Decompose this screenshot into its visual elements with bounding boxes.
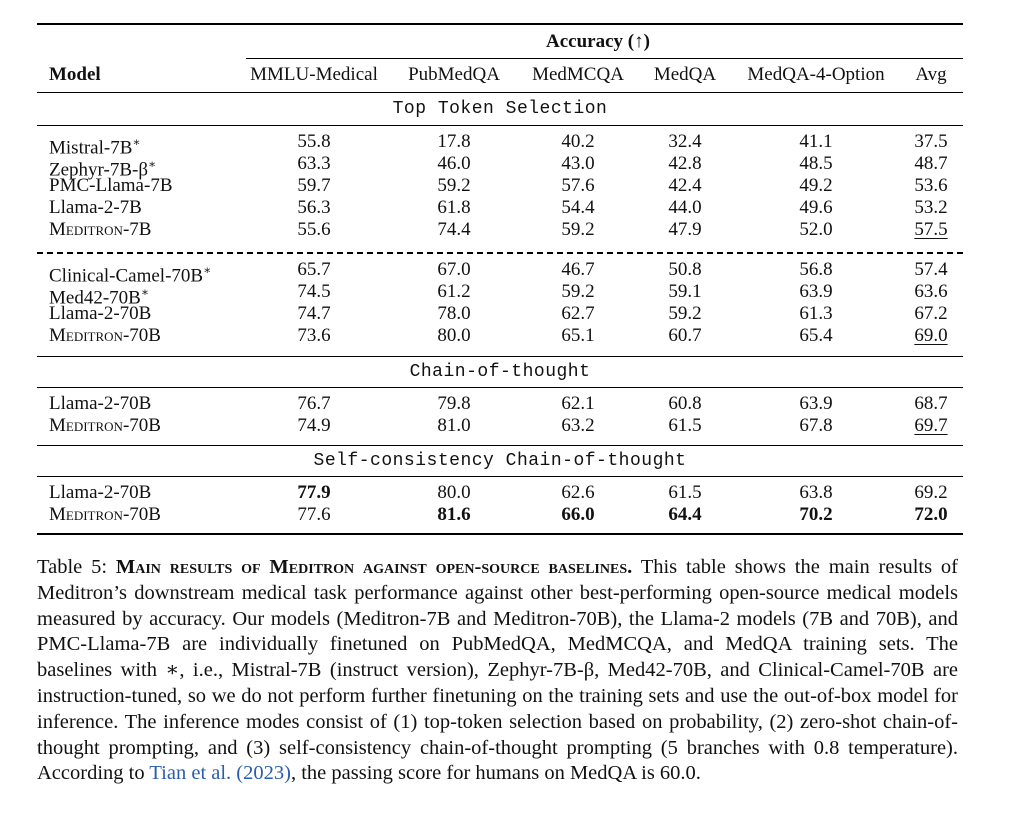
model-name-cell	[49, 393, 151, 415]
score-cell: 60.7	[668, 325, 702, 346]
model-name-cell	[49, 197, 142, 219]
model-name-cell	[49, 504, 161, 526]
score-cell: 62.1	[561, 393, 595, 414]
score-cell: 81.0	[437, 415, 471, 436]
section-divider-rule	[37, 356, 963, 357]
header-bottom-rule	[37, 92, 963, 93]
score-cell: 61.2	[437, 281, 471, 302]
score-cell: 72.0	[914, 504, 948, 525]
score-cell: 57.5	[914, 219, 948, 240]
section-title: Chain-of-thought	[409, 362, 591, 382]
score-cell: 37.5	[914, 131, 948, 152]
model-name: Llama-2-70B	[49, 303, 152, 324]
score-cell: 67.2	[914, 303, 948, 324]
score-cell: 69.2	[914, 482, 948, 503]
score-cell: 78.0	[437, 303, 471, 324]
score-cell: 68.7	[914, 393, 948, 414]
score-cell: 80.0	[437, 482, 471, 503]
score-cell: 62.7	[561, 303, 595, 324]
model-name-cell	[49, 325, 161, 347]
score-cell: 63.9	[799, 393, 833, 414]
score-cell: 73.6	[297, 325, 331, 346]
score-cell: 67.8	[799, 415, 833, 436]
caption-label: Table 5:	[37, 556, 108, 578]
score-cell: 56.3	[297, 197, 331, 218]
table-caption	[37, 555, 958, 787]
model-column-header: Model	[49, 64, 101, 85]
instruction-tuned-marker: ∗	[140, 285, 149, 299]
score-cell: 63.9	[799, 281, 833, 302]
column-header: MedQA	[653, 64, 717, 85]
score-cell: 65.1	[561, 325, 595, 346]
score-cell: 47.9	[668, 219, 702, 240]
score-cell: 42.8	[668, 153, 702, 174]
model-name: Mistral-7B	[49, 137, 133, 159]
score-cell: 65.7	[297, 259, 331, 280]
score-cell: 77.6	[297, 504, 331, 525]
score-cell: 43.0	[561, 153, 595, 174]
instruction-tuned-marker: ∗	[147, 157, 157, 171]
score-cell: 46.0	[437, 153, 471, 174]
section-title-rule	[37, 387, 963, 388]
score-cell: 52.0	[799, 219, 833, 240]
score-cell: 74.9	[297, 415, 331, 436]
caption-body-end: , the passing score for humans on MedQA is 60.0.	[290, 762, 701, 785]
section-title: Top Token Selection	[392, 99, 608, 119]
model-name: Zephyr-7B-β	[49, 159, 148, 181]
section-divider-rule	[37, 445, 963, 446]
score-cell: 59.2	[561, 219, 595, 240]
score-cell: 74.5	[297, 281, 331, 302]
model-name: Clinical-Camel-70B	[49, 265, 204, 287]
score-cell: 65.4	[799, 325, 833, 346]
score-cell: 77.9	[297, 482, 331, 503]
score-cell: 61.5	[668, 415, 702, 436]
score-cell: 70.2	[799, 504, 833, 525]
score-cell: 55.6	[297, 219, 331, 240]
score-cell: 17.8	[437, 131, 471, 152]
score-cell: 59.2	[668, 303, 702, 324]
model-name-cell	[49, 482, 151, 504]
column-header: MedMCQA	[532, 64, 624, 85]
score-cell: 59.2	[561, 281, 595, 302]
table-top-rule	[37, 23, 963, 25]
score-cell: 76.7	[297, 393, 331, 414]
score-cell: 61.5	[668, 482, 702, 503]
section-title-rule	[37, 476, 963, 477]
accuracy-group-rule	[246, 58, 963, 59]
score-cell: 50.8	[668, 259, 702, 280]
score-cell: 46.7	[561, 259, 595, 280]
score-cell: 59.7	[297, 175, 331, 196]
column-header: MedQA-4-Option	[747, 64, 885, 85]
score-cell: 54.4	[561, 197, 595, 218]
score-cell: 74.4	[437, 219, 471, 240]
column-header: PubMedQA	[408, 64, 500, 85]
score-cell: 49.2	[799, 175, 833, 196]
score-cell: 32.4	[668, 131, 702, 152]
score-cell: 53.2	[914, 197, 948, 218]
caption-title: Main results of Meditron against open-source baselines.	[115, 556, 633, 578]
group-dashed-divider	[37, 252, 963, 254]
section-title-rule	[37, 125, 963, 126]
citation-link[interactable]: Tian et al. (2023)	[149, 762, 291, 785]
model-name: Llama-2-7B	[49, 197, 142, 218]
score-cell: 42.4	[668, 175, 702, 196]
score-cell: 61.8	[437, 197, 471, 218]
score-cell: 40.2	[561, 131, 595, 152]
score-cell: 69.7	[914, 415, 948, 436]
score-cell: 63.6	[914, 281, 948, 302]
accuracy-group-header: Accuracy (↑)	[546, 31, 650, 52]
model-name: Meditron-70B	[49, 415, 161, 436]
column-header: MMLU-Medical	[250, 64, 378, 85]
column-header: Avg	[915, 64, 947, 85]
score-cell: 56.8	[799, 259, 833, 280]
model-name: Med42-70B	[49, 287, 141, 309]
score-cell: 81.6	[437, 504, 471, 525]
model-name: Llama-2-70B	[49, 393, 152, 414]
section-title: Self-consistency Chain-of-thought	[313, 451, 687, 471]
model-name: PMC-Llama-7B	[49, 175, 173, 196]
score-cell: 63.3	[297, 153, 331, 174]
score-cell: 48.5	[799, 153, 833, 174]
score-cell: 41.1	[799, 131, 833, 152]
score-cell: 49.6	[799, 197, 833, 218]
model-name-cell	[49, 175, 173, 197]
score-cell: 63.8	[799, 482, 833, 503]
model-name: Meditron-70B	[49, 325, 161, 346]
score-cell: 55.8	[297, 131, 331, 152]
model-name-cell	[49, 219, 151, 241]
model-name: Meditron-70B	[49, 504, 161, 525]
score-cell: 62.6	[561, 482, 595, 503]
score-cell: 59.2	[437, 175, 471, 196]
score-cell: 59.1	[668, 281, 702, 302]
score-cell: 64.4	[668, 504, 702, 525]
model-name-cell	[49, 303, 151, 325]
score-cell: 80.0	[437, 325, 471, 346]
instruction-tuned-marker: ∗	[203, 263, 212, 277]
score-cell: 57.4	[914, 259, 948, 280]
score-cell: 53.6	[914, 175, 948, 196]
score-cell: 60.8	[668, 393, 702, 414]
score-cell: 61.3	[799, 303, 833, 324]
model-name: Llama-2-70B	[49, 482, 152, 503]
caption-body: This table shows the main results of Meditron’s downstream medical task performance against other best-performing open-source medical models measured by accuracy. Our models (Meditron-7B and Meditron-70B), the Llama-2 models (7B and 70B), and PMC-Llama-7B are individually finetuned on PubMedQA, MedMCQA, and MedQA training sets. The baselines with ∗, i.e., Mistral-7B (instruct version), Zephyr-7B-β, Med42-70B, and Clinical-Camel-70B are instruction-tuned, so we do not perform further finetuning on the training sets and use the out-of-box model for inference. The inference modes consist of (1) top-token selection based on probability, (2) zero-shot chain-of-thought prompting, and (3) self-consistency chain-of-thought prompting (5 branches with 0.8 temperature). According to	[37, 556, 958, 785]
table-bottom-rule	[37, 533, 963, 535]
score-cell: 66.0	[561, 504, 595, 525]
score-cell: 63.2	[561, 415, 595, 436]
score-cell: 79.8	[437, 393, 471, 414]
score-cell: 57.6	[561, 175, 595, 196]
score-cell: 44.0	[668, 197, 702, 218]
model-name: Meditron-7B	[49, 219, 152, 240]
score-cell: 74.7	[297, 303, 331, 324]
model-name-cell	[49, 415, 161, 437]
score-cell: 67.0	[437, 259, 471, 280]
instruction-tuned-marker: ∗	[132, 135, 141, 149]
score-cell: 48.7	[914, 153, 948, 174]
score-cell: 69.0	[914, 325, 948, 346]
